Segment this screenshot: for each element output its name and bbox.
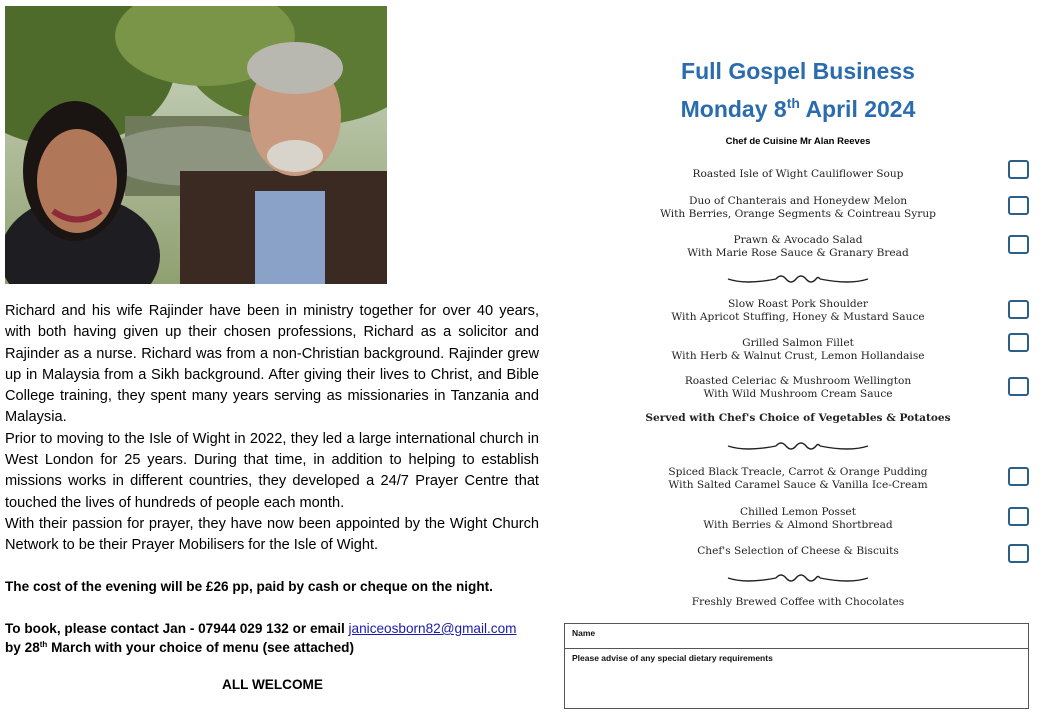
booking-deadline-b: March with your choice of menu (see attached)	[47, 640, 355, 655]
bio-paragraph-2: Prior to moving to the Isle of Wight in 2022, they led a large international church in West London for 25 years. During that time, in addition to helping to establish missions works in different countries, they developed a 24/7 Prayer Centre that touched the lives of hundreds of people each month.	[5, 430, 539, 511]
dish-name: Roasted Isle of Wight Cauliflower Soup	[692, 168, 904, 180]
flourish-divider	[726, 272, 870, 286]
menu-item	[620, 298, 976, 324]
dish-name: Slow Roast Pork Shoulder	[728, 298, 868, 310]
dish-name: Spiced Black Treacle, Carrot & Orange Pudding	[668, 466, 928, 478]
booking-info	[5, 619, 565, 657]
booking-prefix: To book, please contact Jan - 07944 029 132 or email	[5, 621, 349, 636]
menu-checkbox[interactable]	[1008, 300, 1029, 319]
menu-checkbox[interactable]	[1008, 544, 1029, 563]
all-welcome: ALL WELCOME	[222, 677, 323, 692]
menu-checkbox[interactable]	[1008, 333, 1029, 352]
menu-item	[620, 234, 976, 260]
menu-item	[620, 545, 976, 558]
menu-checkbox[interactable]	[1008, 377, 1029, 396]
bio-text	[5, 301, 539, 557]
flourish-divider	[726, 439, 870, 453]
dish-name: Prawn & Avocado Salad	[733, 234, 863, 246]
dish-name: Duo of Chanterais and Honeydew Melon	[688, 195, 908, 207]
dish-detail: With Marie Rose Sauce & Granary Bread	[687, 247, 909, 259]
cost-line: The cost of the evening will be £26 pp, paid by cash or cheque on the night.	[5, 579, 493, 594]
name-field[interactable]	[564, 623, 1029, 649]
chef-credit: Chef de Cuisine Mr Alan Reeves	[725, 136, 871, 147]
booking-deadline-sup: th	[39, 640, 48, 649]
menu-date-sup: th	[786, 95, 800, 111]
coffee-line: Freshly Brewed Coffee with Chocolates	[691, 596, 905, 608]
bio-paragraph-3: With their passion for prayer, they have now been appointed by the Wight Church Network to be their Prayer Mobilisers for the Isle of Wight.	[5, 515, 539, 554]
menu-item	[620, 168, 976, 181]
menu-item	[620, 337, 976, 363]
menu-checkbox[interactable]	[1008, 507, 1029, 526]
dish-detail: With Berries, Orange Segments & Cointreau Syrup	[660, 208, 936, 220]
dish-name: Chef's Selection of Cheese & Biscuits	[697, 545, 899, 557]
dish-detail: With Wild Mushroom Cream Sauce	[703, 388, 893, 400]
dish-detail: With Berries & Almond Shortbread	[703, 519, 893, 531]
name-label: Name	[572, 628, 596, 638]
menu-checkbox[interactable]	[1008, 235, 1029, 254]
bio-paragraph-1: Richard and his wife Rajinder have been in ministry together for over 40 years, with both having given up their chosen professions, Richard as a solicitor and Rajinder as a nurse. Richard was from a non-Christian background. Rajinder grew up in Malaysia from a Sikh background. After giving their lives to Christ, and Bible College training, they spent many years serving as missionaries in Tanzania and Malaysia.	[5, 303, 539, 426]
dietary-requirements-field[interactable]	[564, 648, 1029, 709]
dietary-label: Please advise of any special dietary requirements	[572, 653, 773, 663]
dish-detail: With Herb & Walnut Crust, Lemon Hollandaise	[671, 350, 925, 362]
email-link[interactable]: janiceosborn82@gmail.com	[348, 621, 517, 636]
booking-deadline-a: by 28	[5, 640, 40, 655]
menu-item	[620, 375, 976, 401]
menu-checkbox[interactable]	[1008, 160, 1029, 179]
couple-photo	[5, 6, 387, 284]
menu-item	[620, 195, 976, 221]
dish-name: Roasted Celeriac & Mushroom Wellington	[684, 375, 912, 387]
menu-title: Full Gospel Business	[681, 58, 915, 84]
sides-note: Served with Chef's Choice of Vegetables & Potatoes	[645, 412, 951, 424]
dish-detail: With Apricot Stuffing, Honey & Mustard Sauce	[671, 311, 925, 323]
menu-checkbox[interactable]	[1008, 467, 1029, 486]
menu-item	[620, 506, 976, 532]
flourish-divider	[726, 571, 870, 585]
menu-date-a: Monday 8	[680, 96, 787, 122]
menu-date	[620, 96, 976, 123]
dish-name: Chilled Lemon Posset	[740, 506, 856, 518]
dish-detail: With Salted Caramel Sauce & Vanilla Ice-Cream	[668, 479, 928, 491]
dish-name: Grilled Salmon Fillet	[742, 337, 854, 349]
menu-checkbox[interactable]	[1008, 196, 1029, 215]
menu-date-b: April 2024	[799, 96, 916, 122]
menu-item	[620, 466, 976, 492]
